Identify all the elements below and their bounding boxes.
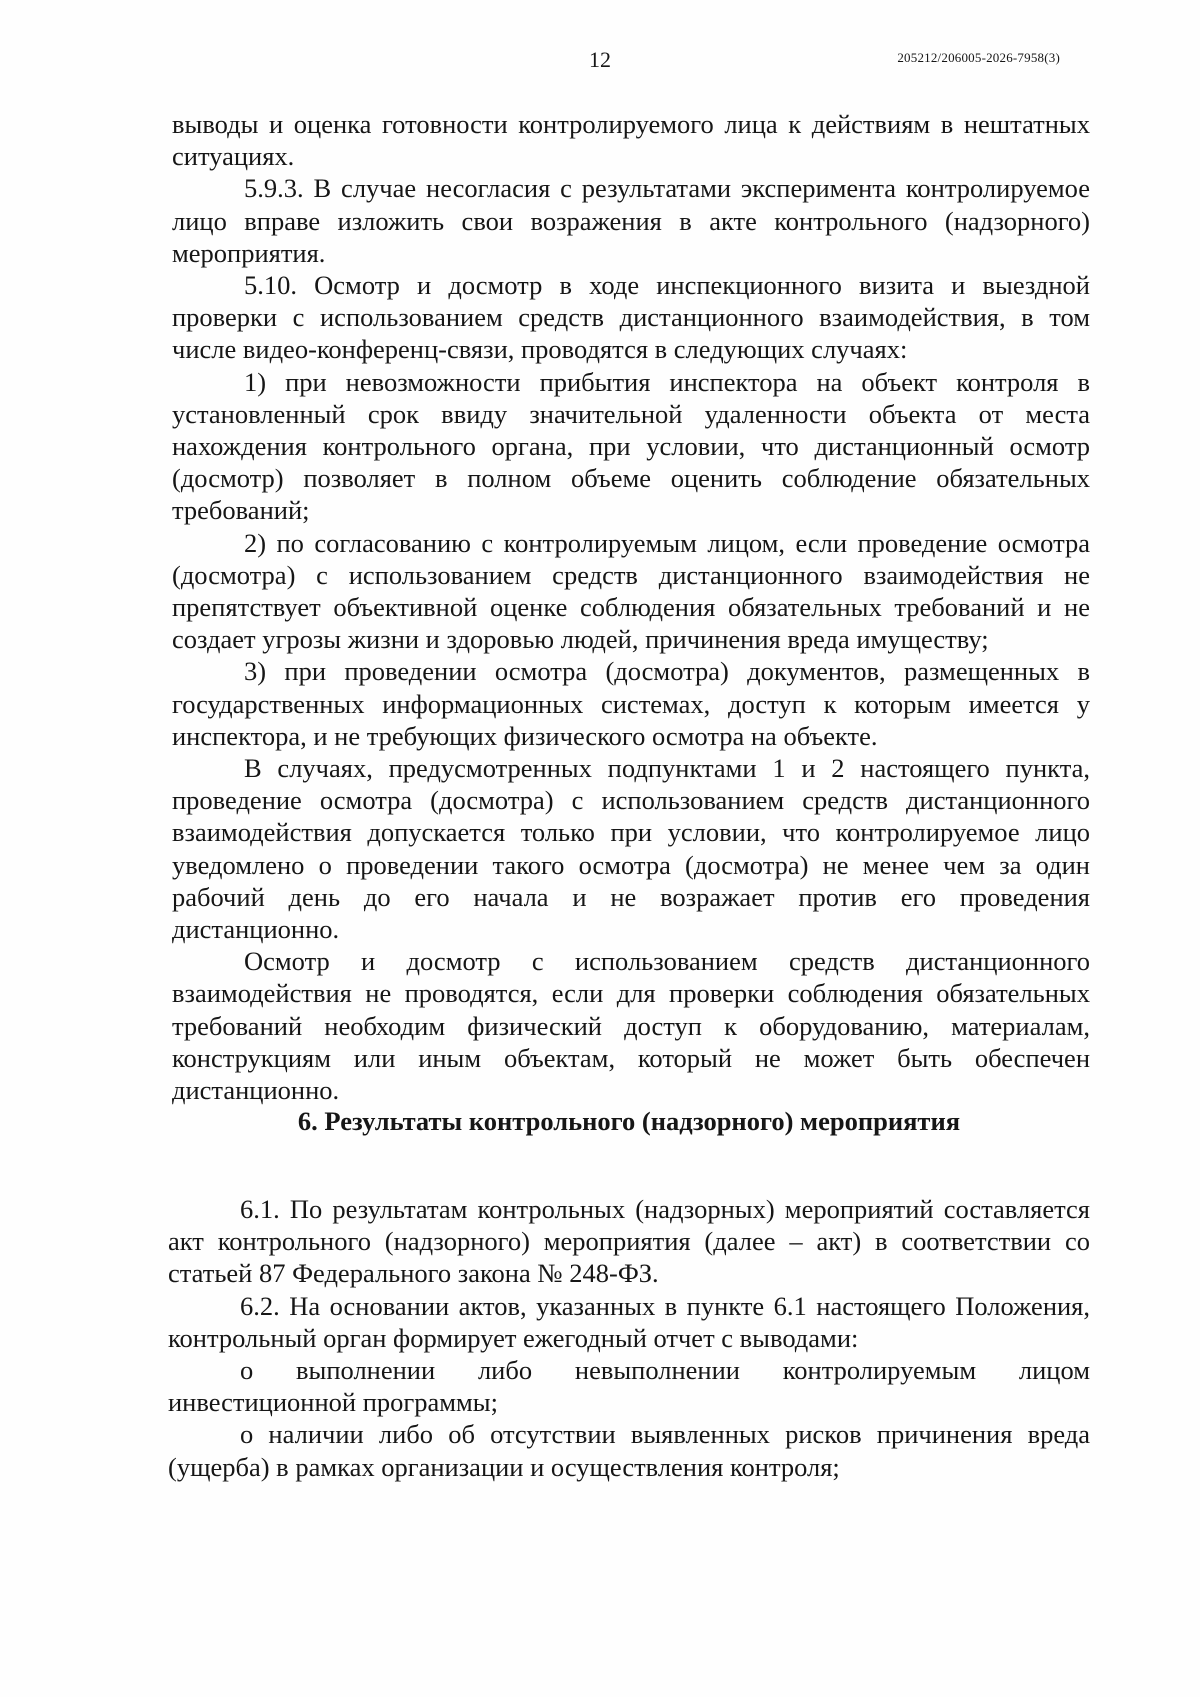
body-text-lower (168, 1193, 1090, 1483)
paragraph-continuation: выводы и оценка готовности контролируемого лица к действиям в нештатных ситуациях. (172, 109, 1090, 172)
conclusion-item-risks: о наличии либо об отсутствии выявленных рисков причинения вреда (ущерба) в рамках организации и осуществления контроля; (168, 1419, 1090, 1482)
paragraph-6-2: 6.2. На основании актов, указанных в пункте 6.1 настоящего Положения, контрольный орган формирует ежегодный отчет с выводами: (168, 1290, 1090, 1353)
list-item-2: 2) по согласованию с контролируемым лицом, если проведение осмотра (досмотра) с использованием средств дистанционного взаимодействия не препятствует объективной оценке соблюдения обязательных требований и не создает угрозы жизни и здоровью людей, причинения вреда имуществу; (172, 527, 1090, 655)
paragraph-5-10: 5.10. Осмотр и досмотр в ходе инспекционного визита и выездной проверки с использованием средств дистанционного взаимодействия, в том числе видео-конференц-связи, проводятся в следующих случаях: (172, 270, 1090, 365)
document-reference-number: 205212/206005-2026-7958(3) (897, 50, 1060, 65)
body-text-upper (172, 108, 1090, 1106)
paragraph-5-9-3: 5.9.3. В случае несогласия с результатами эксперимента контролируемое лицо вправе изложить свои возражения в акте контрольного (надзорного) мероприятия. (172, 173, 1090, 268)
list-item-3: 3) при проведении осмотра (досмотра) документов, размещенных в государственных информационных системах, доступ к которым имеется у инспектора, и не требующих физического осмотра на объекте. (172, 656, 1090, 751)
section-heading-6: 6. Результаты контрольного (надзорного) мероприятия (297, 1106, 961, 1136)
paragraph-exclusions: Осмотр и досмотр с использованием средств дистанционного взаимодействия не проводятся, если для проверки соблюдения обязательных требований необходим физический доступ к оборудованию, материалам, конструкциям или иным объектам, который не может быть обеспечен дистанционно. (172, 946, 1090, 1106)
paragraph-6-1: 6.1. По результатам контрольных (надзорных) мероприятий составляется акт контрольного (надзорного) мероприятия (далее – акт) в соответствии со статьей 87 Федерального закона № 248-ФЗ. (168, 1194, 1090, 1289)
page-number: 12 (589, 47, 611, 72)
conclusion-item-program: о выполнении либо невыполнении контролируемым лицом инвестиционной программы; (168, 1355, 1090, 1418)
list-item-1: 1) при невозможности прибытия инспектора на объект контроля в установленный срок ввиду значительной удаленности объекта от места нахождения контрольного органа, при условии, что дистанционный осмотр (досмотр) позволяет в полном объеме оценить соблюдение обязательных требований; (172, 366, 1090, 526)
paragraph-conditions: В случаях, предусмотренных подпунктами 1 и 2 настоящего пункта, проведение осмотра (досмотра) с использованием средств дистанционного взаимодействия допускается только при условии, что контролируемое лицо уведомлено о проведении такого осмотра (досмотра) не менее чем за один рабочий день до его начала и не возражает против его проведения дистанционно. (172, 753, 1090, 945)
